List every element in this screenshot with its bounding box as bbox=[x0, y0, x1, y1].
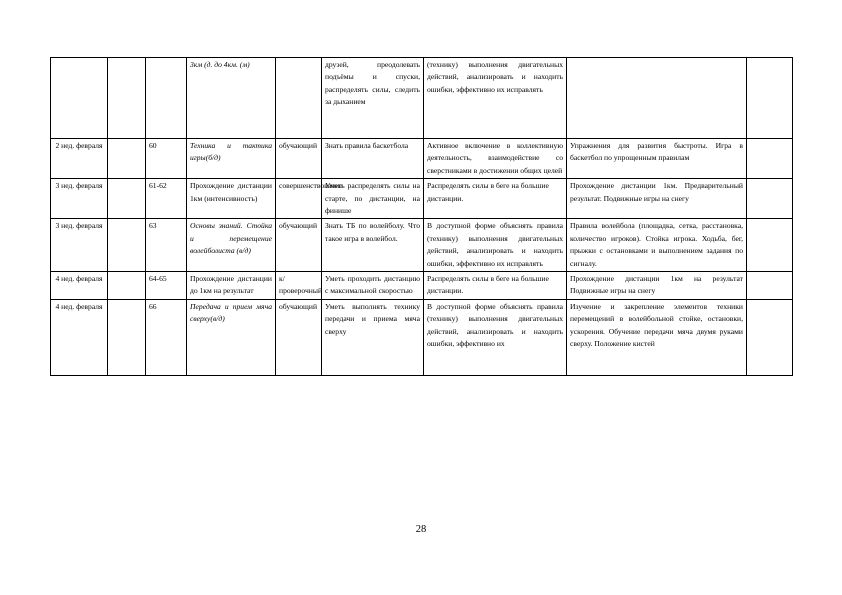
lesson-type-cell: обучающий bbox=[276, 299, 322, 375]
skills-cell: Уметь проходить дистанцию с максимальной скоростью bbox=[322, 272, 424, 300]
date-cell: 3 нед. февраля bbox=[51, 179, 108, 219]
activity-cell: Активное включение в коллективную деятельность, взаимодействие со сверстниками в достижении общих целей bbox=[424, 139, 567, 179]
topic-cell: Прохождение дистанции 1км (интенсивность) bbox=[187, 179, 276, 219]
activity-cell: (технику) выполнения двигательных действий, анализировать и находить ошибки, эффективно их исправлять bbox=[424, 58, 567, 139]
lesson-type-cell: обучающий bbox=[276, 219, 322, 272]
date-cell: 3 нед. февраля bbox=[51, 219, 108, 272]
lesson-number-cell: 64-65 bbox=[146, 272, 187, 300]
skills-cell: Знать ТБ по волейболу. Что такое игра в волейбол. bbox=[322, 219, 424, 272]
lesson-number-cell bbox=[146, 58, 187, 139]
empty-cell bbox=[747, 179, 793, 219]
lesson-type-cell: к/проверочный bbox=[276, 272, 322, 300]
date-cell: 4 нед. февраля bbox=[51, 299, 108, 375]
empty-cell bbox=[747, 272, 793, 300]
table-row bbox=[51, 219, 793, 272]
empty-cell bbox=[108, 179, 146, 219]
topic-cell: Основы знаний. Стойка и перемещение волейболиста (в/д) bbox=[187, 219, 276, 272]
topic-cell: 3км (д. до 4км. (м) bbox=[187, 58, 276, 139]
lesson-plan-table bbox=[50, 57, 793, 376]
content-cell: Прохождение дистанции 1км. Предварительный результат. Подвижные игры на снегу bbox=[567, 179, 747, 219]
page-number: 28 bbox=[415, 524, 427, 535]
date-cell: 4 нед. февраля bbox=[51, 272, 108, 300]
content-cell: Упражнения для развития быстроты. Игра в баскетбол по упрощенным правилам bbox=[567, 139, 747, 179]
date-cell bbox=[51, 58, 108, 139]
lesson-number-cell: 66 bbox=[146, 299, 187, 375]
topic-cell: Прохождение дистанции до 1км на результат bbox=[187, 272, 276, 300]
date-cell: 2 нед. февраля bbox=[51, 139, 108, 179]
lesson-type-cell bbox=[276, 58, 322, 139]
table-row bbox=[51, 179, 793, 219]
empty-cell bbox=[108, 272, 146, 300]
activity-cell: Распределять силы в беге на большие дистанции. bbox=[424, 272, 567, 300]
table-row bbox=[51, 272, 793, 300]
skills-cell: друзей, преодолевать подъёмы и спуски, распределять силы, следить за дыханием bbox=[322, 58, 424, 139]
skills-cell: Уметь распределять силы на старте, по дистанции, на финише bbox=[322, 179, 424, 219]
empty-cell bbox=[108, 139, 146, 179]
empty-cell bbox=[747, 299, 793, 375]
empty-cell bbox=[747, 58, 793, 139]
content-cell: Изучение и закрепление элементов техники перемещений в волейбольной стойке, остановки, ускорения. Обучение передачи мяча двумя руками сверху. Положение кистей bbox=[567, 299, 747, 375]
lesson-number-cell: 61-62 bbox=[146, 179, 187, 219]
table-row bbox=[51, 139, 793, 179]
empty-cell bbox=[108, 299, 146, 375]
empty-cell bbox=[747, 139, 793, 179]
table-row bbox=[51, 299, 793, 375]
content-cell: Прохождение дистанции 1км на результат Подвижные игры на снегу bbox=[567, 272, 747, 300]
skills-cell: Знать правила баскетбола bbox=[322, 139, 424, 179]
skills-cell: Уметь выполнять технику передачи и приема мяча сверху bbox=[322, 299, 424, 375]
lesson-type-cell: обучающий bbox=[276, 139, 322, 179]
activity-cell: В доступной форме объяснять правила (технику) выполнения двигательных действий, анализировать и находить ошибки, эффективно их bbox=[424, 299, 567, 375]
empty-cell bbox=[747, 219, 793, 272]
content-cell bbox=[567, 58, 747, 139]
lesson-type-cell: совершенствование bbox=[276, 179, 322, 219]
topic-cell: Техника и тактика игры(б/д) bbox=[187, 139, 276, 179]
table-row bbox=[51, 58, 793, 139]
activity-cell: Распределять силы в беге на большие дистанции. bbox=[424, 179, 567, 219]
activity-cell: В доступной форме объяснять правила (технику) выполнения двигательных действий, анализировать и находить ошибки, эффективно их исправлять bbox=[424, 219, 567, 272]
topic-cell: Передача и прием мяча сверху(в/д) bbox=[187, 299, 276, 375]
lesson-number-cell: 63 bbox=[146, 219, 187, 272]
lesson-number-cell: 60 bbox=[146, 139, 187, 179]
content-cell: Правила волейбола (площадка, сетка, расстановка, количество игроков). Стойка игрока. Ходьба, бег, прыжки с остановками и выполнением задания по сигналу. bbox=[567, 219, 747, 272]
empty-cell bbox=[108, 219, 146, 272]
empty-cell bbox=[108, 58, 146, 139]
